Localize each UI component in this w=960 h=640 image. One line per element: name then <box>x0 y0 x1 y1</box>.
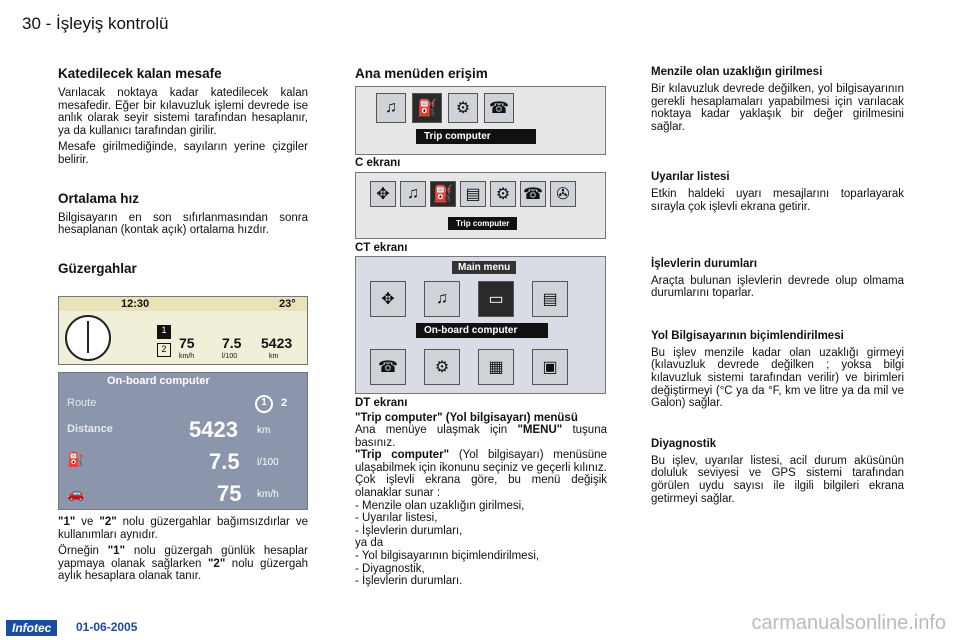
fuel-pump-icon: ⛽ <box>67 451 85 467</box>
caption: C ekranı <box>355 157 401 169</box>
section-title: Güzergahlar <box>58 260 137 276</box>
tools-icon: ✇ <box>550 181 576 207</box>
map-icon: ▦ <box>478 349 514 385</box>
infotec-logo: Infotec <box>6 620 57 636</box>
paragraph: Bu işlev menzile kadar olan uzaklığı girmeyi (kılavuzluk devrede değilken ; yoksa bilgi kılavuzluk sistemi tarafından verilir) ve birimleri değiştirmeyi (°C ya da °F, km ve litre ya da mil ve Galon) sağlar. <box>651 346 904 410</box>
clock-readout: 12:30 <box>121 298 150 310</box>
column-3 <box>651 66 904 505</box>
column-1-bottom: "1" ve "2" nolu güzergahlar bağımsızdırlar ve kullanımları aynıdır. Örneğin "1" nolu güzergah günlük hesaplar yapmaya olanak sağlarken "2" nolu güzergah aylık hesaplara olanak tanır. <box>58 516 309 583</box>
subsection-title: Uyarılar listesi <box>651 171 730 184</box>
paragraph: Bilgisayarın en son sıfırlanmasından sonra hesaplanan (kontak açık) ortalama hızdır. <box>58 211 308 237</box>
subsection-title: Diyagnostik <box>651 437 717 450</box>
phone-icon: ☎ <box>370 349 406 385</box>
speed-unit: km/h <box>257 489 279 500</box>
phone-icon: ☎ <box>484 93 514 123</box>
paragraph: Araçta bulunan işlevlerin devrede olup olmama durumlarını toparlar. <box>651 274 904 300</box>
column-2-text: DT ekranı "Trip computer" (Yol bilgisayarı) menüsü Ana menüye ulaşmak için "MENU" tuşuna basınız. "Trip computer" (Yol bilgisayarı) menüsüne ulaşabilmek için ikonunu seçiniz ve geçerli kılınız. Çok işlevli ekrana göre, bu menü değişik olanaklar sunar : - Menzile olan uzaklığın girilmesi, - Uyarılar listesi, - İşlevlerin durumları, ya da - Yol bilgisayarının biçimlendirilmesi, - Diyagnostik, - İşlevlerin durumları. <box>355 397 607 588</box>
speed-value: 75 <box>217 481 242 506</box>
distance-unit: km <box>269 353 279 360</box>
footer-date: 01-06-2005 <box>76 620 138 634</box>
consumption-value: 7.5 <box>222 335 242 351</box>
consumption-value: 7.5 <box>209 449 240 474</box>
route-1-selector: 1 <box>255 395 273 413</box>
menu-label: On-board computer <box>416 323 548 338</box>
paragraph: Etkin haldeki uyarı mesajlarını toparlayarak sırayla çok işlevli ekrana getirir. <box>651 188 904 213</box>
consumption-unit: l/100 <box>222 353 238 360</box>
speed-value: 75 <box>179 335 195 351</box>
computer-icon: ▭ <box>478 281 514 317</box>
media-icon: ♫ <box>376 93 406 123</box>
temp-readout: 23° <box>279 298 296 310</box>
subsection-title: İşlevlerin durumları <box>651 257 758 270</box>
media-icon: ♫ <box>424 281 460 317</box>
on-board-computer-screen <box>58 372 308 510</box>
caption: CT ekranı <box>355 242 408 254</box>
paragraph: Varılacak noktaya kadar katedilecek kalan mesafedir. Eğer bir kılavuzluk işlemi devrede ise anlık olarak seyir sistemi tarafından hesaplanır, ya da kullanıcı tarafından girilir. <box>58 87 308 137</box>
nav-icon: ✥ <box>370 181 396 207</box>
clock-dial-icon <box>63 313 113 363</box>
section-title: Ortalama hız <box>58 190 140 206</box>
media-icon: ♫ <box>400 181 426 207</box>
distance-value: 5423 <box>189 417 238 442</box>
ct-screen-image <box>355 172 606 239</box>
route-2-label: 2 <box>281 397 288 409</box>
fuel-icon: ⛽ <box>412 93 442 123</box>
consumption-unit: l/100 <box>257 457 279 468</box>
fuel-icon: ⛽ <box>430 181 456 207</box>
menu-label: Trip computer <box>416 129 536 144</box>
route-label: Route <box>67 397 97 409</box>
caption: DT ekranı <box>355 397 408 409</box>
car-icon: 🚗 <box>67 485 85 501</box>
book-icon: ▤ <box>532 281 568 317</box>
c-screen-image <box>355 86 606 155</box>
section-title: Ana menüden erişim <box>355 66 488 81</box>
book-icon: ▤ <box>460 181 486 207</box>
paragraph: Bir kılavuzluk devrede değilken, yol bilgisayarının gerekli hesaplamaları yapabilmesi için varılacak noktaya kadar yaklaşık bir değer girilmesini sağlar. <box>651 83 904 133</box>
page-header: 30 - İşleyiş kontrolü <box>22 14 169 33</box>
distance-unit: km <box>257 425 271 436</box>
watermark: carmanualsonline.info <box>751 612 946 634</box>
trip-screen-small <box>58 296 308 365</box>
menu-label: Trip computer <box>448 217 517 230</box>
settings-icon: ⚙ <box>448 93 478 123</box>
speed-unit: km/h <box>179 353 195 360</box>
subsection-title: "Trip computer" (Yol bilgisayarı) menüsü <box>355 412 578 424</box>
subsection-title: Yol Bilgisayarının biçimlendirilmesi <box>651 329 844 342</box>
trip-1-badge: 1 <box>157 325 171 339</box>
phone-icon: ☎ <box>520 181 546 207</box>
settings-icon: ⚙ <box>490 181 516 207</box>
video-icon: ▣ <box>532 349 568 385</box>
settings-icon: ⚙ <box>424 349 460 385</box>
paragraph: Mesafe girilmediğinde, sayıların yerine çizgiler belirir. <box>58 141 308 166</box>
section-title: Katedilecek kalan mesafe <box>58 66 222 81</box>
subsection-title: Menzile olan uzaklığın girilmesi <box>651 66 823 78</box>
dt-screen-image <box>355 256 606 394</box>
screen-title: On-board computer <box>107 375 210 387</box>
trip-2-badge: 2 <box>157 343 171 357</box>
paragraph: Bu işlev, uyarılar listesi, acil durum aküsünün doluluk seviyesi ve GPS sistemi tarafından görülen uydu sayısı ile ilgili bilgileri ekrana getirmeyi sağlar. <box>651 454 904 505</box>
column-1 <box>58 66 308 282</box>
distance-value: 5423 <box>261 335 293 351</box>
distance-label: Distance <box>67 423 113 435</box>
nav-icon: ✥ <box>370 281 406 317</box>
column-2 <box>355 66 607 87</box>
screen-title: Main menu <box>452 261 516 274</box>
